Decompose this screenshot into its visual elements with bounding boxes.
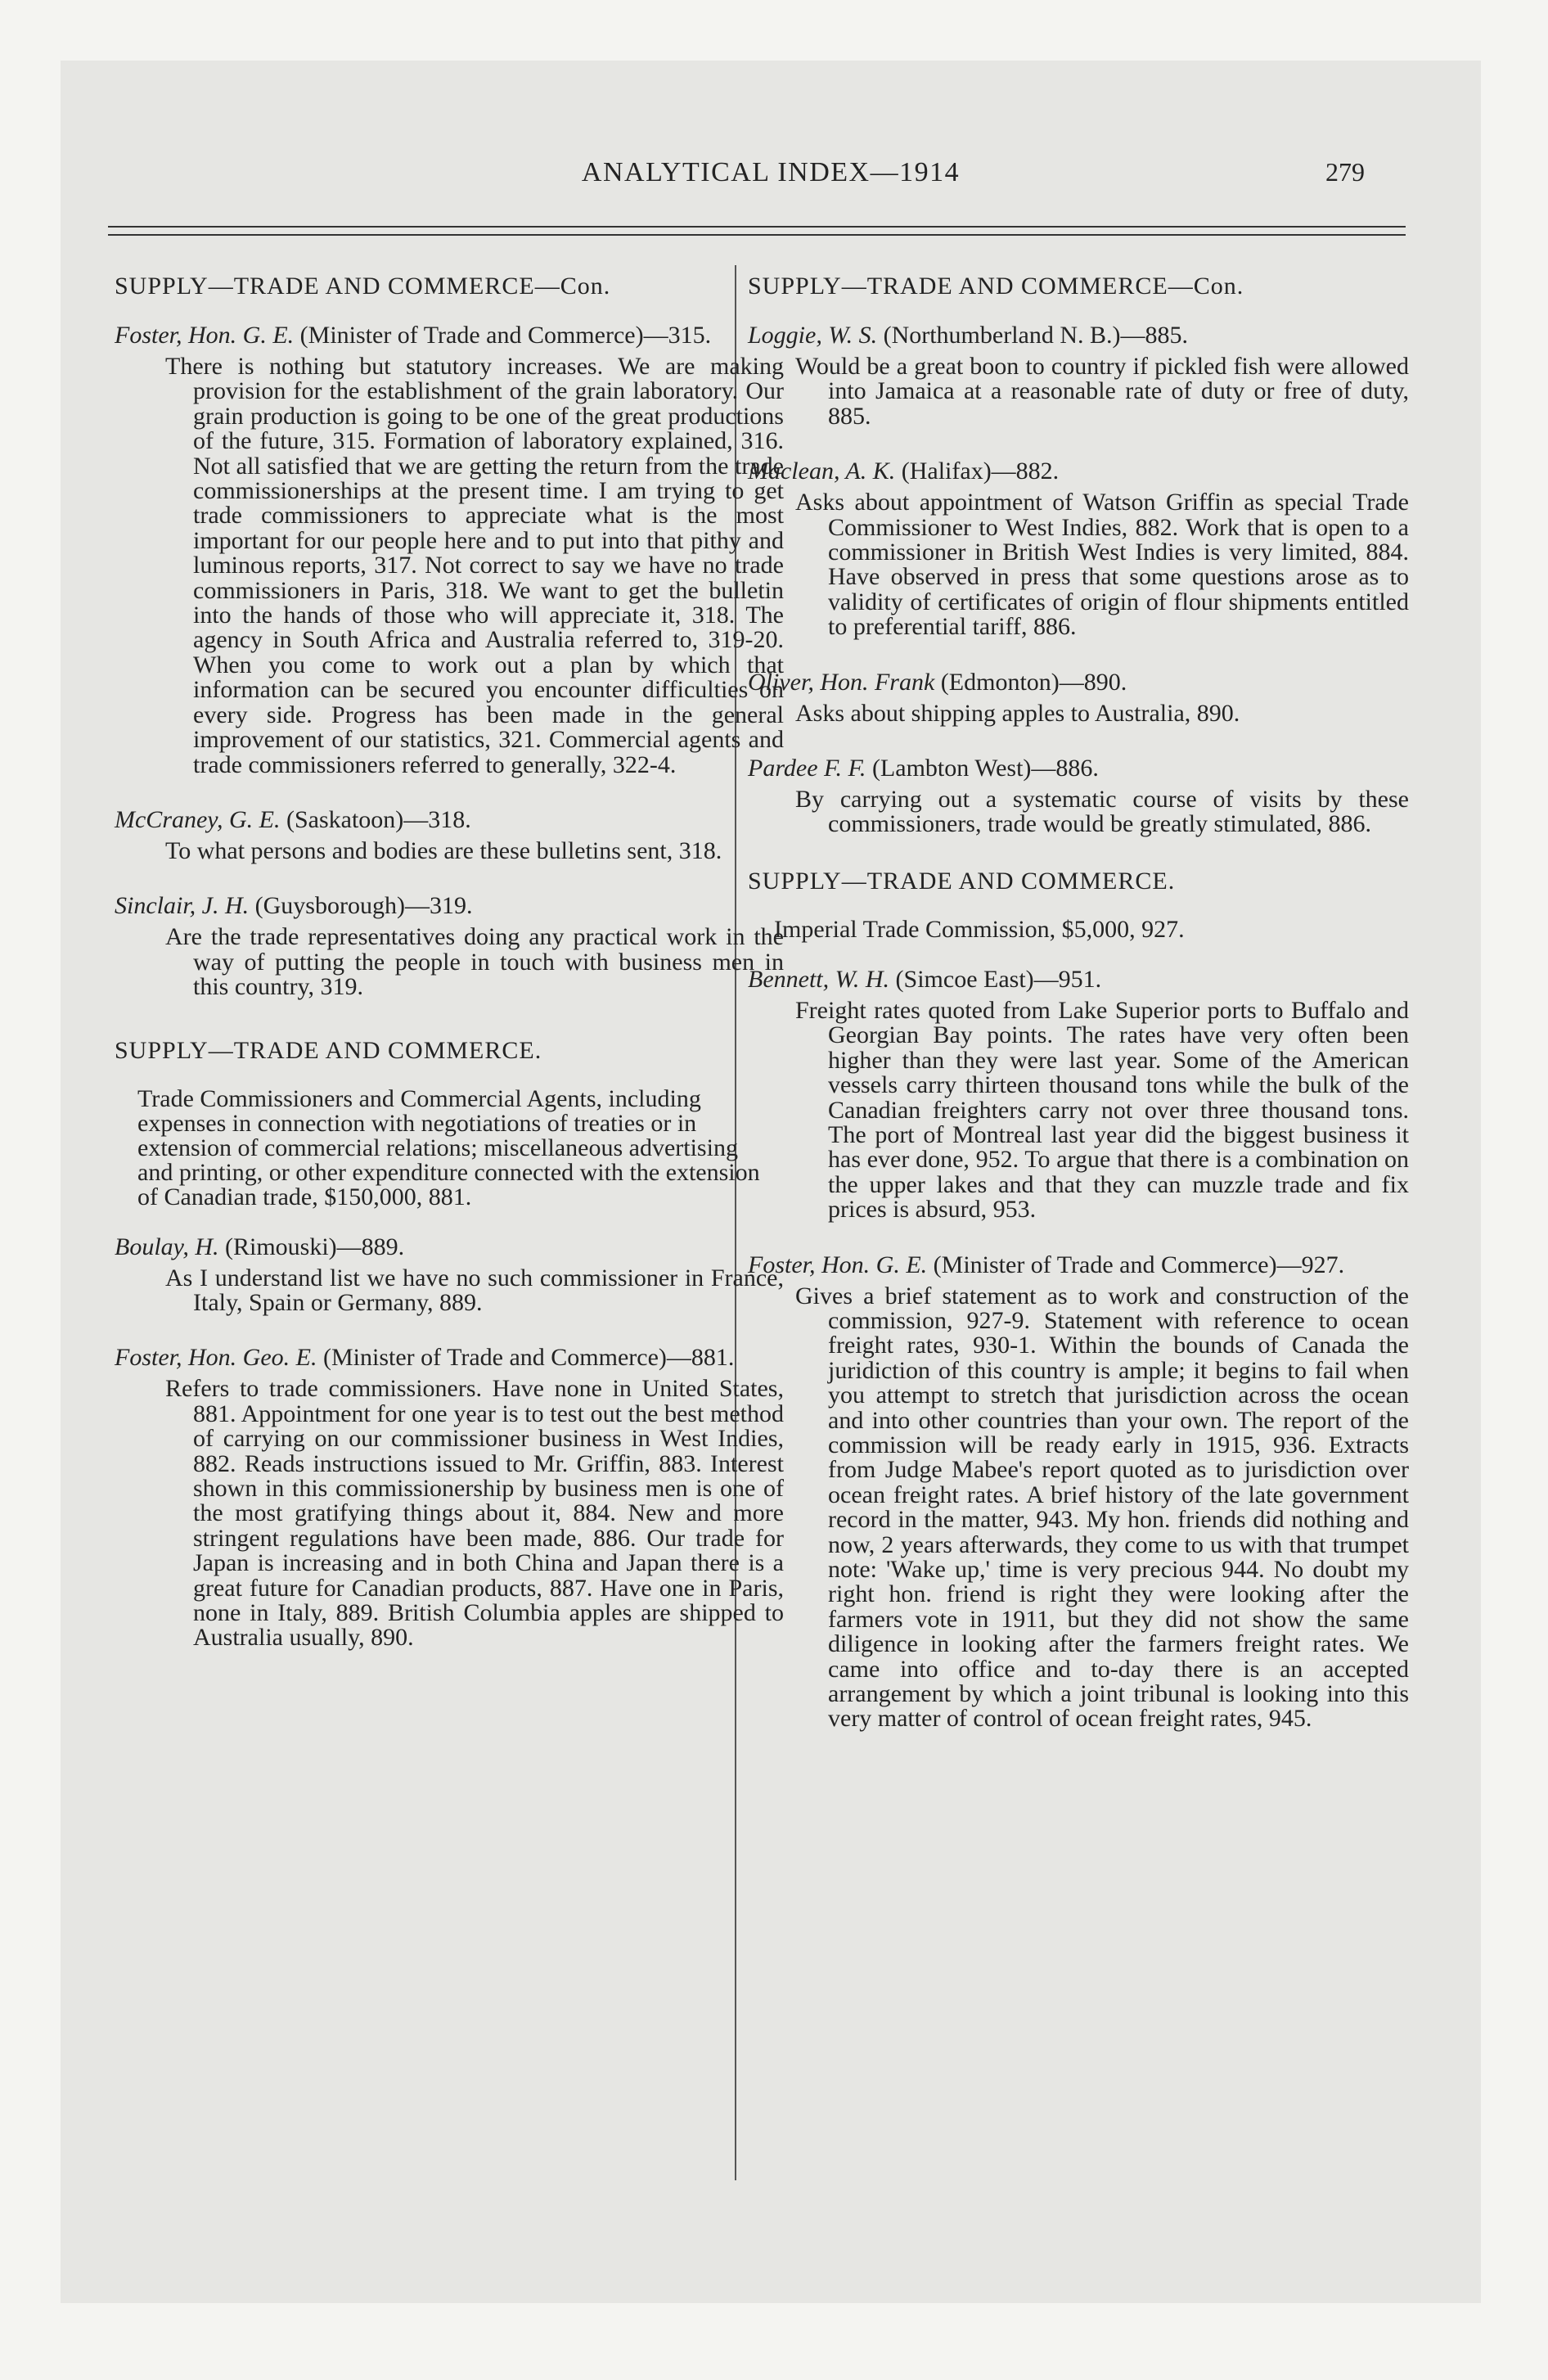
index-entry — [748, 669, 1409, 726]
index-entry — [748, 1252, 1409, 1732]
speaker-detail: (Rimouski)—889. — [218, 1233, 405, 1260]
entry-text: Freight rates quoted from Lake Superior ports to Buffalo and Georgian Bay points. The rates have very often been higher than they were last year. Some of the American vessels carry thirteen thousand tons while the bulk of the Canadian freighters carry not over three thousand tons. The port of Montreal last year did the biggest business it has ever done, 952. To argue that there is a combination on the upper lakes and that they can muzzle trade and fix prices is absurd, 953. — [795, 996, 1409, 1224]
speaker-detail: (Saskatoon)—318. — [280, 805, 471, 833]
speaker-name: Maclean, A. K. — [748, 458, 896, 485]
speaker-line — [115, 1234, 784, 1260]
entry-text: There is nothing but statutory increases. We are making provision for the establishment of the grain laboratory. Our grain production is going to be one of the great productions of the future, 315. Formation of laboratory explained, 316. Not all satisfied that we are getting the return from the trade commissionerships at the present time. I am trying to get trade commissioners to appreciate what is the most important for our people here and to put into that pithy and luminous reports, 317. Not correct to say we have no trade commissioners in Paris, 318. We want to get the bulletin into the hands of those who will appreciate it, 318. The agency in South Africa and Australia referred to, 319-20. When you come to work out a plan by which that information can be secured you encounter difficulties on every side. Progress has been made in the general improvement of our statistics, 321. Commercial agents and trade commissioners referred to generally, 322-4. — [165, 353, 784, 778]
speaker-line — [748, 1252, 1409, 1278]
section-heading: SUPPLY—TRADE AND COMMERCE—Con. — [115, 273, 611, 300]
entry-text: To what persons and bodies are these bulletins sent, 318. — [165, 836, 722, 864]
right-column — [748, 272, 1409, 1761]
speaker-detail: (Minister of Trade and Commerce)—315. — [294, 322, 712, 349]
speaker-line — [115, 322, 784, 348]
entry-text: Refers to trade commissioners. Have none in United States, 881. Appointment for one year is to test out the best method of carrying on our commissioner business in West Indies, 882. Reads instructions issued to Mr. Griffin, 883. Interest shown in this commissionership by business men is one of the most gratifying things about it, 884. New and more stringent regulations have been made, 886. Our trade for Japan is increasing and in both China and Japan there is a great future for Canadian products, 887. Have one in Paris, none in Italy, 889. British Columbia apples are shipped to Australia usually, 890. — [165, 1375, 784, 1652]
entry-text: Would be a great boon to country if pickled fish were allowed into Jamaica at a reasonable rate of duty or free of duty, 885. — [795, 353, 1409, 430]
speaker-name: Pardee F. F. — [748, 755, 866, 782]
speaker-line — [748, 322, 1409, 348]
vote-item: Trade Commissioners and Commercial Agents, including expenses in connection with negotiations of treaties or in extension of commercial relations; miscellaneous advertising and printing, or other expenditure connected with the extension of Canadian trade, $150,000, 881. — [137, 1084, 760, 1210]
speaker-line — [748, 967, 1409, 992]
speaker-detail: (Minister of Trade and Commerce)—881. — [317, 1344, 735, 1372]
running-head: ANALYTICAL INDEX—1914 — [581, 157, 961, 187]
speaker-line — [115, 807, 784, 832]
speaker-detail: (Northumberland N. B.)—885. — [877, 322, 1189, 349]
index-entry — [748, 322, 1409, 429]
entry-text: Are the trade representatives doing any practical work in the way of putting the people in touch with business men in this country, 319. — [165, 923, 784, 1001]
entry-text: Asks about appointment of Watson Griffin as special Trade Commissioner to West Indies, 882. Work that is open to a commissioner in British West Indies is very limited, 884. Have observed in press that some questions arose as to validity of certificates of origin of flour shipments entitled to preferential tariff, 886. — [795, 489, 1409, 641]
speaker-detail: (Simcoe East)—951. — [889, 965, 1102, 993]
index-entry — [115, 322, 784, 778]
speaker-name: Boulay, H. — [115, 1233, 219, 1260]
index-entry — [115, 1234, 784, 1316]
speaker-line — [115, 893, 784, 918]
speaker-detail: (Minister of Trade and Commerce)—927. — [927, 1251, 1345, 1278]
index-entry — [115, 807, 784, 863]
index-entry — [748, 967, 1409, 1223]
speaker-name: Foster, Hon. Geo. E. — [115, 1344, 317, 1372]
entry-text: Gives a brief statement as to work and construction of the commission, 927-9. Statement with reference to ocean freight rates, 930-1. Within the bounds of Canada the juridiction of this country is ample; it begins to fail when you attempt to stretch that jurisdiction across the ocean and into other countries than your own. The report of the commission will be ready early in 1915, 936. Extracts from Judge Mabee's report quoted as to jurisdiction over ocean freight rates. A brief history of the late government record in the matter, 943. My hon. friends did nothing and now, 2 years afterwards, they come to us with that trumpet note: 'Wake up,' time is very precious 944. No doubt my right hon. friend is right they were looking after the farmers vote in 1911, but they did not show the same diligence in looking after the farmers freight rates. We came into office and to-day there is an accepted arrangement by which a joint tribunal is looking into this very matter of control of ocean freight rates, 945. — [795, 1282, 1409, 1733]
entry-text: Asks about shipping apples to Australia, 890. — [795, 699, 1240, 727]
speaker-line — [748, 669, 1409, 695]
speaker-detail: (Halifax)—882. — [895, 458, 1060, 485]
section-heading: SUPPLY—TRADE AND COMMERCE. — [748, 867, 1176, 895]
speaker-detail: (Edmonton)—890. — [934, 668, 1127, 696]
vote-item: Imperial Trade Commission, $5,000, 927. — [774, 915, 1185, 943]
section-heading: SUPPLY—TRADE AND COMMERCE. — [115, 1036, 542, 1064]
speaker-name: Foster, Hon. G. E. — [115, 322, 295, 349]
speaker-name: Oliver, Hon. Frank — [748, 668, 935, 696]
section-heading: SUPPLY—TRADE AND COMMERCE—Con. — [748, 273, 1244, 300]
index-entry — [115, 1345, 784, 1650]
entry-text: As I understand list we have no such commissioner in France, Italy, Spain or Germany, 889. — [165, 1264, 784, 1316]
speaker-name: McCraney, G. E. — [115, 805, 281, 833]
speaker-name: Loggie, W. S. — [748, 322, 878, 349]
left-column — [115, 272, 784, 1680]
index-entry — [748, 458, 1409, 639]
page-number: 279 — [1325, 157, 1365, 187]
entry-text: By carrying out a systematic course of visits by these commissioners, trade would be greatly stimulated, 886. — [795, 786, 1409, 838]
header-rule — [108, 226, 1406, 236]
speaker-detail: (Lambton West)—886. — [866, 755, 1099, 782]
speaker-line — [748, 458, 1409, 484]
index-entry — [115, 893, 784, 999]
speaker-line — [115, 1345, 784, 1370]
speaker-name: Sinclair, J. H. — [115, 892, 250, 920]
speaker-line — [748, 755, 1409, 781]
speaker-name: Foster, Hon. G. E. — [748, 1251, 928, 1278]
index-entry — [748, 755, 1409, 837]
speaker-detail: (Guysborough)—319. — [249, 892, 473, 920]
speaker-name: Bennett, W. H. — [748, 965, 890, 993]
scanned-page — [61, 61, 1481, 2303]
